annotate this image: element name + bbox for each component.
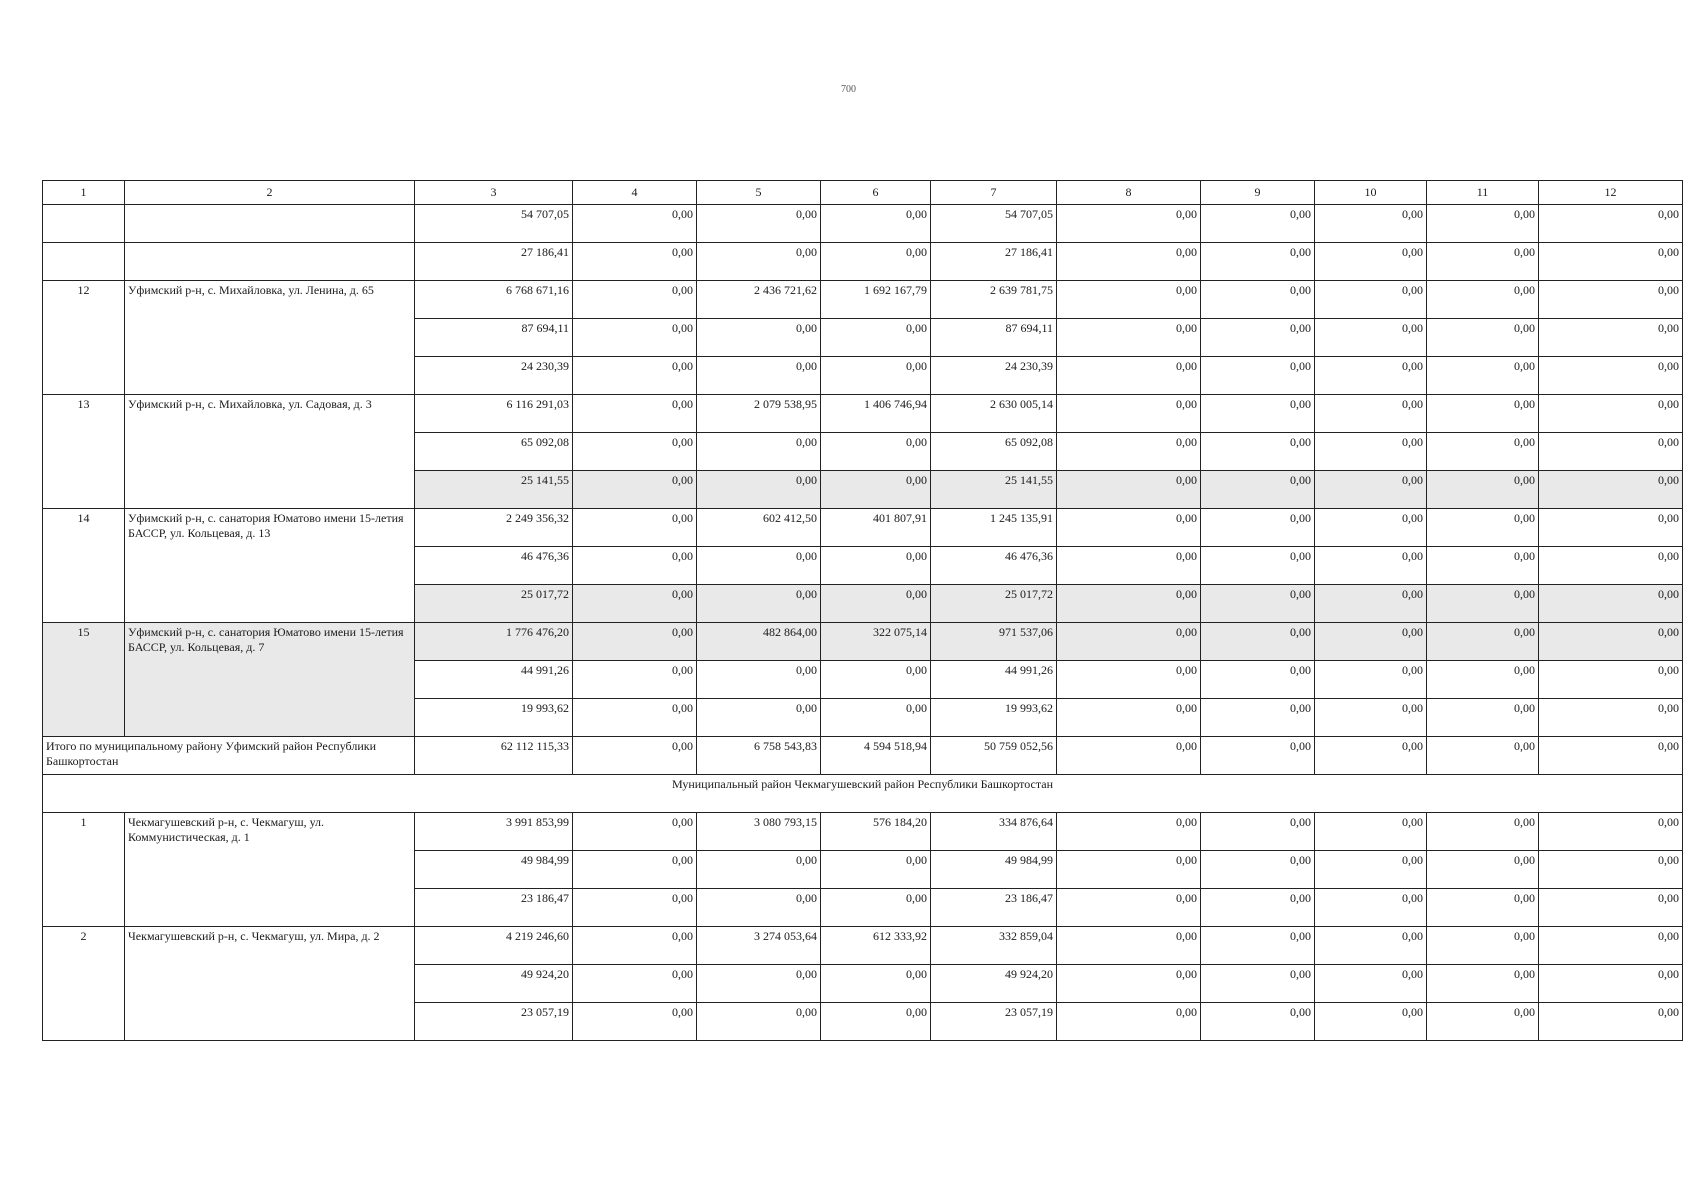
row-index: 15 [43, 623, 125, 737]
amount-cell: 0,00 [1427, 243, 1539, 281]
amount-cell: 0,00 [1201, 509, 1315, 547]
amount-cell: 0,00 [1539, 851, 1683, 889]
amount-cell: 49 984,99 [415, 851, 573, 889]
amount-cell: 0,00 [1427, 965, 1539, 1003]
address-cell [125, 243, 415, 281]
amount-cell: 0,00 [1539, 661, 1683, 699]
amount-cell: 0,00 [1427, 737, 1539, 775]
amount-cell: 0,00 [1201, 623, 1315, 661]
amount-cell: 1 692 167,79 [821, 281, 931, 319]
column-header: 4 [573, 181, 697, 205]
amount-cell: 0,00 [1201, 547, 1315, 585]
amount-cell: 0,00 [1539, 927, 1683, 965]
column-header: 2 [125, 181, 415, 205]
amount-cell: 0,00 [1201, 927, 1315, 965]
amount-cell: 0,00 [1539, 965, 1683, 1003]
amount-cell: 0,00 [697, 661, 821, 699]
amount-cell: 6 116 291,03 [415, 395, 573, 433]
amount-cell: 0,00 [1315, 737, 1427, 775]
amount-cell: 0,00 [1427, 205, 1539, 243]
column-header: 9 [1201, 181, 1315, 205]
amount-cell: 0,00 [1201, 471, 1315, 509]
amount-cell: 46 476,36 [931, 547, 1057, 585]
amount-cell: 0,00 [1315, 661, 1427, 699]
amount-cell: 0,00 [1315, 509, 1427, 547]
amount-cell: 0,00 [1201, 395, 1315, 433]
amount-cell: 0,00 [1201, 661, 1315, 699]
amount-cell: 0,00 [1057, 851, 1201, 889]
amount-cell: 0,00 [1057, 699, 1201, 737]
amount-cell: 0,00 [821, 357, 931, 395]
amount-cell: 0,00 [573, 737, 697, 775]
amount-cell: 0,00 [1057, 737, 1201, 775]
amount-cell: 0,00 [821, 433, 931, 471]
amount-cell: 0,00 [1427, 585, 1539, 623]
amount-cell: 0,00 [1427, 357, 1539, 395]
amount-cell: 0,00 [1539, 205, 1683, 243]
amount-cell: 3 274 053,64 [697, 927, 821, 965]
amount-cell: 0,00 [1539, 395, 1683, 433]
table-row [43, 205, 1683, 243]
amount-cell: 1 406 746,94 [821, 395, 931, 433]
amount-cell: 0,00 [1427, 319, 1539, 357]
amount-cell: 0,00 [1201, 737, 1315, 775]
amount-cell: 54 707,05 [931, 205, 1057, 243]
amount-cell: 0,00 [573, 699, 697, 737]
amount-cell: 25 017,72 [415, 585, 573, 623]
amount-cell: 0,00 [1427, 433, 1539, 471]
table-row [43, 927, 1683, 965]
data-table [42, 180, 1683, 1041]
amount-cell: 0,00 [1315, 813, 1427, 851]
amount-cell: 0,00 [1201, 699, 1315, 737]
amount-cell: 0,00 [697, 585, 821, 623]
amount-cell: 0,00 [1539, 585, 1683, 623]
amount-cell: 334 876,64 [931, 813, 1057, 851]
amount-cell: 0,00 [821, 965, 931, 1003]
amount-cell: 401 807,91 [821, 509, 931, 547]
amount-cell: 0,00 [573, 547, 697, 585]
amount-cell: 0,00 [697, 1003, 821, 1041]
page-number: 700 [841, 84, 856, 95]
amount-cell: 0,00 [1057, 357, 1201, 395]
amount-cell: 0,00 [1427, 509, 1539, 547]
amount-cell: 2 079 538,95 [697, 395, 821, 433]
amount-cell: 19 993,62 [931, 699, 1057, 737]
amount-cell: 0,00 [1057, 509, 1201, 547]
amount-cell: 0,00 [1539, 471, 1683, 509]
address-cell [125, 205, 415, 243]
amount-cell: 0,00 [1057, 889, 1201, 927]
amount-cell: 0,00 [1427, 661, 1539, 699]
amount-cell: 971 537,06 [931, 623, 1057, 661]
amount-cell: 2 639 781,75 [931, 281, 1057, 319]
amount-cell: 0,00 [1539, 623, 1683, 661]
row-index: 1 [43, 813, 125, 927]
column-header: 1 [43, 181, 125, 205]
amount-cell: 0,00 [1539, 319, 1683, 357]
amount-cell: 322 075,14 [821, 623, 931, 661]
address-cell: Чекмагушевский р-н, с. Чекмагуш, ул. Коммунистическая, д. 1 [125, 813, 415, 927]
address-cell: Уфимский р-н, с. санатория Юматово имени 15-летия БАССР, ул. Кольцевая, д. 13 [125, 509, 415, 623]
amount-cell: 0,00 [821, 319, 931, 357]
amount-cell: 50 759 052,56 [931, 737, 1057, 775]
amount-cell: 0,00 [1057, 813, 1201, 851]
amount-cell: 0,00 [821, 699, 931, 737]
amount-cell: 0,00 [821, 851, 931, 889]
amount-cell: 0,00 [1427, 699, 1539, 737]
amount-cell: 25 141,55 [415, 471, 573, 509]
amount-cell: 27 186,41 [415, 243, 573, 281]
amount-cell: 4 594 518,94 [821, 737, 931, 775]
amount-cell: 0,00 [1539, 433, 1683, 471]
amount-cell: 0,00 [573, 889, 697, 927]
amount-cell: 0,00 [1315, 1003, 1427, 1041]
amount-cell: 0,00 [1315, 395, 1427, 433]
amount-cell: 0,00 [1315, 319, 1427, 357]
amount-cell: 65 092,08 [415, 433, 573, 471]
amount-cell: 65 092,08 [931, 433, 1057, 471]
amount-cell: 3 991 853,99 [415, 813, 573, 851]
amount-cell: 23 186,47 [931, 889, 1057, 927]
amount-cell: 0,00 [1539, 243, 1683, 281]
amount-cell: 0,00 [1201, 433, 1315, 471]
amount-cell: 0,00 [1057, 395, 1201, 433]
column-header: 11 [1427, 181, 1539, 205]
amount-cell: 0,00 [697, 433, 821, 471]
row-index [43, 205, 125, 243]
column-header: 5 [697, 181, 821, 205]
amount-cell: 0,00 [1201, 813, 1315, 851]
table-row [43, 243, 1683, 281]
amount-cell: 0,00 [1315, 205, 1427, 243]
column-header: 12 [1539, 181, 1683, 205]
column-header: 6 [821, 181, 931, 205]
amount-cell: 0,00 [1315, 585, 1427, 623]
amount-cell: 0,00 [1427, 1003, 1539, 1041]
amount-cell: 0,00 [573, 661, 697, 699]
amount-cell: 0,00 [1057, 471, 1201, 509]
amount-cell: 0,00 [697, 205, 821, 243]
amount-cell: 0,00 [1427, 281, 1539, 319]
section-title: Муниципальный район Чекмагушевский район Республики Башкортостан [43, 775, 1683, 813]
amount-cell: 0,00 [821, 661, 931, 699]
row-index: 12 [43, 281, 125, 395]
amount-cell: 0,00 [573, 281, 697, 319]
amount-cell: 2 630 005,14 [931, 395, 1057, 433]
amount-cell: 0,00 [1057, 661, 1201, 699]
amount-cell: 0,00 [1427, 889, 1539, 927]
amount-cell: 0,00 [821, 889, 931, 927]
amount-cell: 2 436 721,62 [697, 281, 821, 319]
column-header: 10 [1315, 181, 1427, 205]
amount-cell: 0,00 [1315, 851, 1427, 889]
amount-cell: 0,00 [573, 965, 697, 1003]
amount-cell: 0,00 [1539, 357, 1683, 395]
amount-cell: 0,00 [1057, 585, 1201, 623]
amount-cell: 46 476,36 [415, 547, 573, 585]
amount-cell: 0,00 [1539, 1003, 1683, 1041]
amount-cell: 0,00 [1539, 813, 1683, 851]
amount-cell: 0,00 [1057, 205, 1201, 243]
amount-cell: 0,00 [821, 585, 931, 623]
amount-cell: 0,00 [1201, 585, 1315, 623]
address-cell: Чекмагушевский р-н, с. Чекмагуш, ул. Мира, д. 2 [125, 927, 415, 1041]
amount-cell: 0,00 [697, 547, 821, 585]
amount-cell: 0,00 [573, 433, 697, 471]
amount-cell: 0,00 [1539, 699, 1683, 737]
amount-cell: 0,00 [573, 851, 697, 889]
amount-cell: 0,00 [573, 927, 697, 965]
table-row [43, 509, 1683, 547]
amount-cell: 0,00 [821, 547, 931, 585]
amount-cell: 0,00 [697, 471, 821, 509]
amount-cell: 0,00 [573, 471, 697, 509]
table-row [43, 813, 1683, 851]
address-cell: Уфимский р-н, с. Михайловка, ул. Ленина, д. 65 [125, 281, 415, 395]
amount-cell: 0,00 [1057, 319, 1201, 357]
amount-cell: 0,00 [1057, 547, 1201, 585]
row-index: 13 [43, 395, 125, 509]
amount-cell: 0,00 [821, 243, 931, 281]
amount-cell: 0,00 [1539, 509, 1683, 547]
amount-cell: 0,00 [1539, 737, 1683, 775]
amount-cell: 0,00 [1315, 927, 1427, 965]
amount-cell: 0,00 [1201, 1003, 1315, 1041]
amount-cell: 2 249 356,32 [415, 509, 573, 547]
amount-cell: 0,00 [1315, 965, 1427, 1003]
total-label: Итого по муниципальному району Уфимский район Республики Башкортостан [43, 737, 415, 775]
amount-cell: 602 412,50 [697, 509, 821, 547]
amount-cell: 0,00 [1427, 395, 1539, 433]
amount-cell: 44 991,26 [415, 661, 573, 699]
amount-cell: 576 184,20 [821, 813, 931, 851]
column-header: 8 [1057, 181, 1201, 205]
amount-cell: 332 859,04 [931, 927, 1057, 965]
amount-cell: 54 707,05 [415, 205, 573, 243]
amount-cell: 4 219 246,60 [415, 927, 573, 965]
amount-cell: 0,00 [1057, 433, 1201, 471]
section-row [43, 775, 1683, 813]
amount-cell: 0,00 [1057, 281, 1201, 319]
column-header: 3 [415, 181, 573, 205]
amount-cell: 0,00 [697, 357, 821, 395]
column-header: 7 [931, 181, 1057, 205]
amount-cell: 0,00 [697, 965, 821, 1003]
amount-cell: 0,00 [1315, 243, 1427, 281]
amount-cell: 24 230,39 [931, 357, 1057, 395]
amount-cell: 1 776 476,20 [415, 623, 573, 661]
amount-cell: 0,00 [1315, 433, 1427, 471]
amount-cell: 0,00 [573, 319, 697, 357]
amount-cell: 23 057,19 [415, 1003, 573, 1041]
amount-cell: 0,00 [1315, 623, 1427, 661]
amount-cell: 0,00 [697, 889, 821, 927]
amount-cell: 0,00 [1057, 927, 1201, 965]
amount-cell: 0,00 [573, 395, 697, 433]
address-cell: Уфимский р-н, с. Михайловка, ул. Садовая, д. 3 [125, 395, 415, 509]
amount-cell: 0,00 [1201, 205, 1315, 243]
amount-cell: 87 694,11 [415, 319, 573, 357]
amount-cell: 0,00 [1057, 1003, 1201, 1041]
amount-cell: 0,00 [1201, 281, 1315, 319]
amount-cell: 0,00 [1427, 927, 1539, 965]
row-index: 14 [43, 509, 125, 623]
amount-cell: 62 112 115,33 [415, 737, 573, 775]
amount-cell: 3 080 793,15 [697, 813, 821, 851]
amount-cell: 49 984,99 [931, 851, 1057, 889]
amount-cell: 27 186,41 [931, 243, 1057, 281]
amount-cell: 0,00 [1315, 357, 1427, 395]
table-row [43, 395, 1683, 433]
header-row [43, 181, 1683, 205]
amount-cell: 0,00 [821, 205, 931, 243]
amount-cell: 0,00 [1201, 243, 1315, 281]
amount-cell: 612 333,92 [821, 927, 931, 965]
table-row [43, 281, 1683, 319]
amount-cell: 0,00 [573, 813, 697, 851]
amount-cell: 25 017,72 [931, 585, 1057, 623]
amount-cell: 49 924,20 [415, 965, 573, 1003]
amount-cell: 0,00 [1057, 243, 1201, 281]
amount-cell: 0,00 [1315, 547, 1427, 585]
amount-cell: 0,00 [1057, 965, 1201, 1003]
amount-cell: 0,00 [1201, 889, 1315, 927]
amount-cell: 23 186,47 [415, 889, 573, 927]
amount-cell: 44 991,26 [931, 661, 1057, 699]
amount-cell: 0,00 [1427, 471, 1539, 509]
amount-cell: 0,00 [1315, 699, 1427, 737]
amount-cell: 19 993,62 [415, 699, 573, 737]
amount-cell: 0,00 [1315, 889, 1427, 927]
amount-cell: 25 141,55 [931, 471, 1057, 509]
amount-cell: 0,00 [1427, 813, 1539, 851]
row-index: 2 [43, 927, 125, 1041]
amount-cell: 0,00 [697, 319, 821, 357]
amount-cell: 0,00 [1315, 471, 1427, 509]
amount-cell: 1 245 135,91 [931, 509, 1057, 547]
amount-cell: 0,00 [1315, 281, 1427, 319]
amount-cell: 0,00 [1201, 357, 1315, 395]
amount-cell: 0,00 [573, 205, 697, 243]
amount-cell: 6 768 671,16 [415, 281, 573, 319]
table-row [43, 623, 1683, 661]
amount-cell: 0,00 [573, 1003, 697, 1041]
amount-cell: 49 924,20 [931, 965, 1057, 1003]
amount-cell: 0,00 [821, 471, 931, 509]
amount-cell: 0,00 [1539, 547, 1683, 585]
total-row [43, 737, 1683, 775]
amount-cell: 24 230,39 [415, 357, 573, 395]
amount-cell: 0,00 [1427, 623, 1539, 661]
amount-cell: 0,00 [1427, 851, 1539, 889]
amount-cell: 0,00 [821, 1003, 931, 1041]
amount-cell: 0,00 [1201, 319, 1315, 357]
amount-cell: 0,00 [697, 243, 821, 281]
amount-cell: 0,00 [697, 851, 821, 889]
amount-cell: 6 758 543,83 [697, 737, 821, 775]
amount-cell: 0,00 [697, 699, 821, 737]
amount-cell: 0,00 [1201, 965, 1315, 1003]
row-index [43, 243, 125, 281]
amount-cell: 0,00 [573, 243, 697, 281]
amount-cell: 0,00 [1539, 281, 1683, 319]
table-body [43, 205, 1683, 1041]
amount-cell: 0,00 [573, 623, 697, 661]
amount-cell: 482 864,00 [697, 623, 821, 661]
amount-cell: 0,00 [573, 357, 697, 395]
amount-cell: 0,00 [1427, 547, 1539, 585]
amount-cell: 0,00 [573, 509, 697, 547]
amount-cell: 0,00 [1201, 851, 1315, 889]
address-cell: Уфимский р-н, с. санатория Юматово имени 15-летия БАССР, ул. Кольцевая, д. 7 [125, 623, 415, 737]
amount-cell: 0,00 [573, 585, 697, 623]
amount-cell: 0,00 [1057, 623, 1201, 661]
amount-cell: 0,00 [1539, 889, 1683, 927]
amount-cell: 87 694,11 [931, 319, 1057, 357]
amount-cell: 23 057,19 [931, 1003, 1057, 1041]
